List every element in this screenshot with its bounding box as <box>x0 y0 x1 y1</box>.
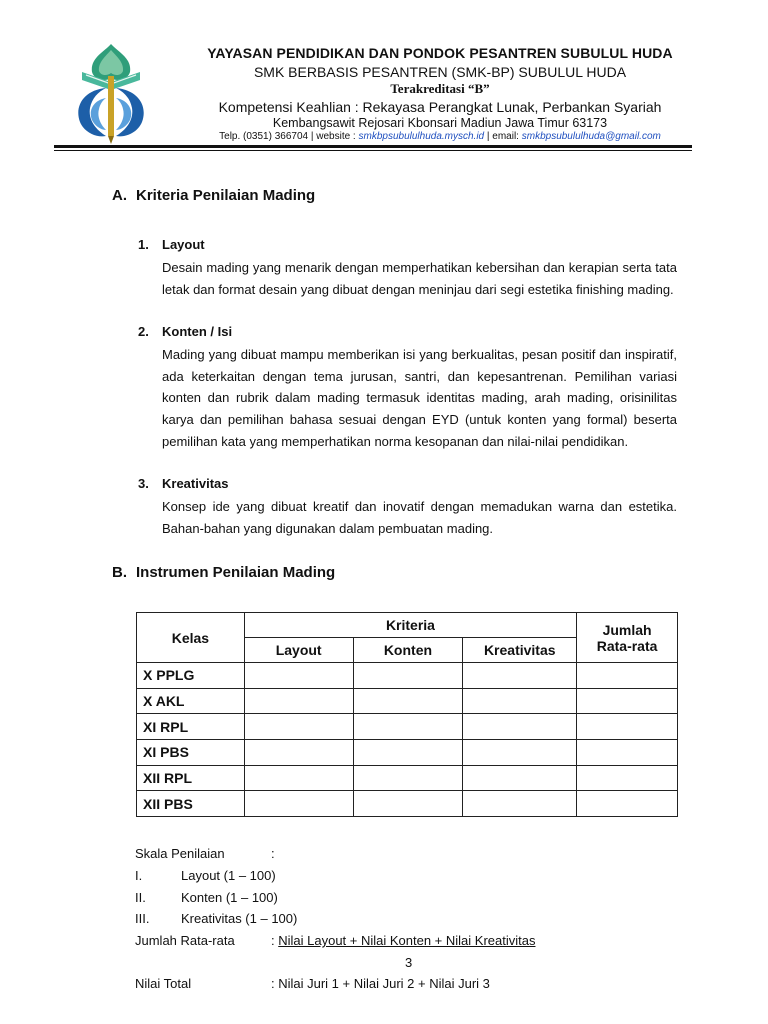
item-2-number: 2. <box>138 324 149 339</box>
scale-roman-1: I. <box>135 868 143 883</box>
contact-telp: Telp. (0351) 366704 | website : <box>219 131 359 142</box>
cell-jumlah[interactable] <box>577 663 678 689</box>
section-b-letter: B. <box>112 564 127 581</box>
cell-layout[interactable] <box>244 714 353 740</box>
contact-website[interactable]: smkbpsubululhuda.mysch.id <box>358 131 485 142</box>
cell-konten[interactable] <box>353 663 463 689</box>
scale-item-1: Layout (1 – 100) <box>181 868 276 883</box>
row-class: XII PBS <box>137 791 245 817</box>
cell-konten[interactable] <box>353 740 463 766</box>
assessment-table <box>136 612 678 817</box>
row-class: XI PBS <box>137 740 245 766</box>
jumlah-colon: : <box>271 933 279 948</box>
item-1-number: 1. <box>138 237 149 252</box>
letterhead-address: Kembangsawit Rejosari Kbonsari Madiun Jawa Timur 63173 <box>272 116 608 130</box>
table-row <box>137 663 678 689</box>
cell-kreativitas[interactable] <box>463 791 577 817</box>
scale-colon: : <box>271 846 275 861</box>
letterhead-competency: Kompetensi Keahlian : Rekayasa Perangkat Lunak, Perbankan Syariah <box>218 99 662 115</box>
letterhead-rule-thick <box>54 145 692 148</box>
cell-konten[interactable] <box>353 714 463 740</box>
scale-label: Skala Penilaian <box>135 846 225 861</box>
item-1-title: Layout <box>162 237 205 252</box>
cell-kreativitas[interactable] <box>463 714 577 740</box>
section-a-heading <box>112 187 315 204</box>
scale-roman-2: II. <box>135 890 146 905</box>
cell-layout[interactable] <box>244 740 353 766</box>
cell-layout[interactable] <box>244 688 353 714</box>
section-b-heading <box>112 564 335 581</box>
cell-jumlah[interactable] <box>577 740 678 766</box>
cell-layout[interactable] <box>244 663 353 689</box>
cell-kreativitas[interactable] <box>463 765 577 791</box>
item-3-text: Konsep ide yang dibuat kreatif dan inovatif dengan memadukan warna dan estetika. Bahan-bahan yang digunakan dalam pembuatan mading. <box>162 499 677 536</box>
table-row <box>137 740 678 766</box>
cell-konten[interactable] <box>353 688 463 714</box>
cell-layout[interactable] <box>244 765 353 791</box>
jumlah-formula-line <box>271 933 535 948</box>
cell-konten[interactable] <box>353 791 463 817</box>
total-formula: : Nilai Juri 1 + Nilai Juri 2 + Nilai Juri 3 <box>271 976 490 991</box>
contact-separator: | email: <box>484 131 522 142</box>
section-a-letter: A. <box>112 187 127 204</box>
scale-item-2: Konten (1 – 100) <box>181 890 278 905</box>
item-1-text: Desain mading yang menarik dengan memperhatikan kebersihan dan kerapian serta tata letak dan format desain yang dibuat dengan meninjau dari segi estetika finishing mading. <box>162 260 677 297</box>
table-row <box>137 688 678 714</box>
item-3-title: Kreativitas <box>162 476 229 491</box>
header-kriteria: Kriteria <box>244 613 576 638</box>
cell-kreativitas[interactable] <box>463 688 577 714</box>
header-kelas: Kelas <box>137 613 245 663</box>
letterhead-school: SMK BERBASIS PESANTREN (SMK-BP) SUBULUL HUDA <box>253 64 627 80</box>
section-b-title: Instrumen Penilaian Mading <box>136 564 336 581</box>
jumlah-divisor: 3 <box>405 955 413 970</box>
section-a-title: Kriteria Penilaian Mading <box>136 187 316 204</box>
cell-jumlah[interactable] <box>577 688 678 714</box>
letterhead-foundation: YAYASAN PENDIDIKAN DAN PONDOK PESANTREN SUBULUL HUDA <box>207 45 673 61</box>
contact-email[interactable]: smkbpsubululhuda@gmail.com <box>521 131 661 142</box>
letterhead-accreditation: Terakreditasi “B” <box>390 81 490 96</box>
row-class: X PPLG <box>137 663 245 689</box>
scale-item-3: Kreativitas (1 – 100) <box>181 911 298 926</box>
total-label: Nilai Total <box>135 976 192 991</box>
letterhead-rule-thin <box>54 150 692 151</box>
header-konten: Konten <box>353 638 463 663</box>
header-kreativitas: Kreativitas <box>463 638 577 663</box>
letterhead-contact <box>180 131 700 142</box>
school-logo <box>66 42 156 146</box>
table-row <box>137 791 678 817</box>
row-class: X AKL <box>137 688 245 714</box>
table-row <box>137 765 678 791</box>
jumlah-label: Jumlah Rata-rata <box>135 933 235 948</box>
header-jumlah-line1: Jumlah <box>602 621 652 638</box>
header-jumlah <box>577 613 678 663</box>
item-2-text: Mading yang dibuat mampu memberikan isi yang berkualitas, pesan positif dan inspiratif, ada keterkaitan dengan tema jurusan, santri, dan kepesantrenan. Pemilihan variasi konten dan rubrik dalam mading termasuk identitas mading, arah mading, orisinilitas karya dan pemilihan bahasa sesuai dengan EYD (untuk konten yang formal) beserta pemilihan kata yang memperhatikan norma kesopanan dan nilai-nilai pendidikan. <box>162 347 677 449</box>
row-class: XII RPL <box>137 765 245 791</box>
header-layout: Layout <box>244 638 353 663</box>
row-class: XI RPL <box>137 714 245 740</box>
header-jumlah-line2: Rata-rata <box>596 637 658 654</box>
item-3-number: 3. <box>138 476 149 491</box>
cell-jumlah[interactable] <box>577 791 678 817</box>
table-row <box>137 714 678 740</box>
cell-konten[interactable] <box>353 765 463 791</box>
cell-jumlah[interactable] <box>577 765 678 791</box>
cell-kreativitas[interactable] <box>463 663 577 689</box>
cell-jumlah[interactable] <box>577 714 678 740</box>
jumlah-formula: Nilai Layout + Nilai Konten + Nilai Kreativitas <box>278 933 536 948</box>
cell-kreativitas[interactable] <box>463 740 577 766</box>
cell-layout[interactable] <box>244 791 353 817</box>
scale-roman-3: III. <box>135 911 150 926</box>
item-2-title: Konten / Isi <box>162 324 233 339</box>
